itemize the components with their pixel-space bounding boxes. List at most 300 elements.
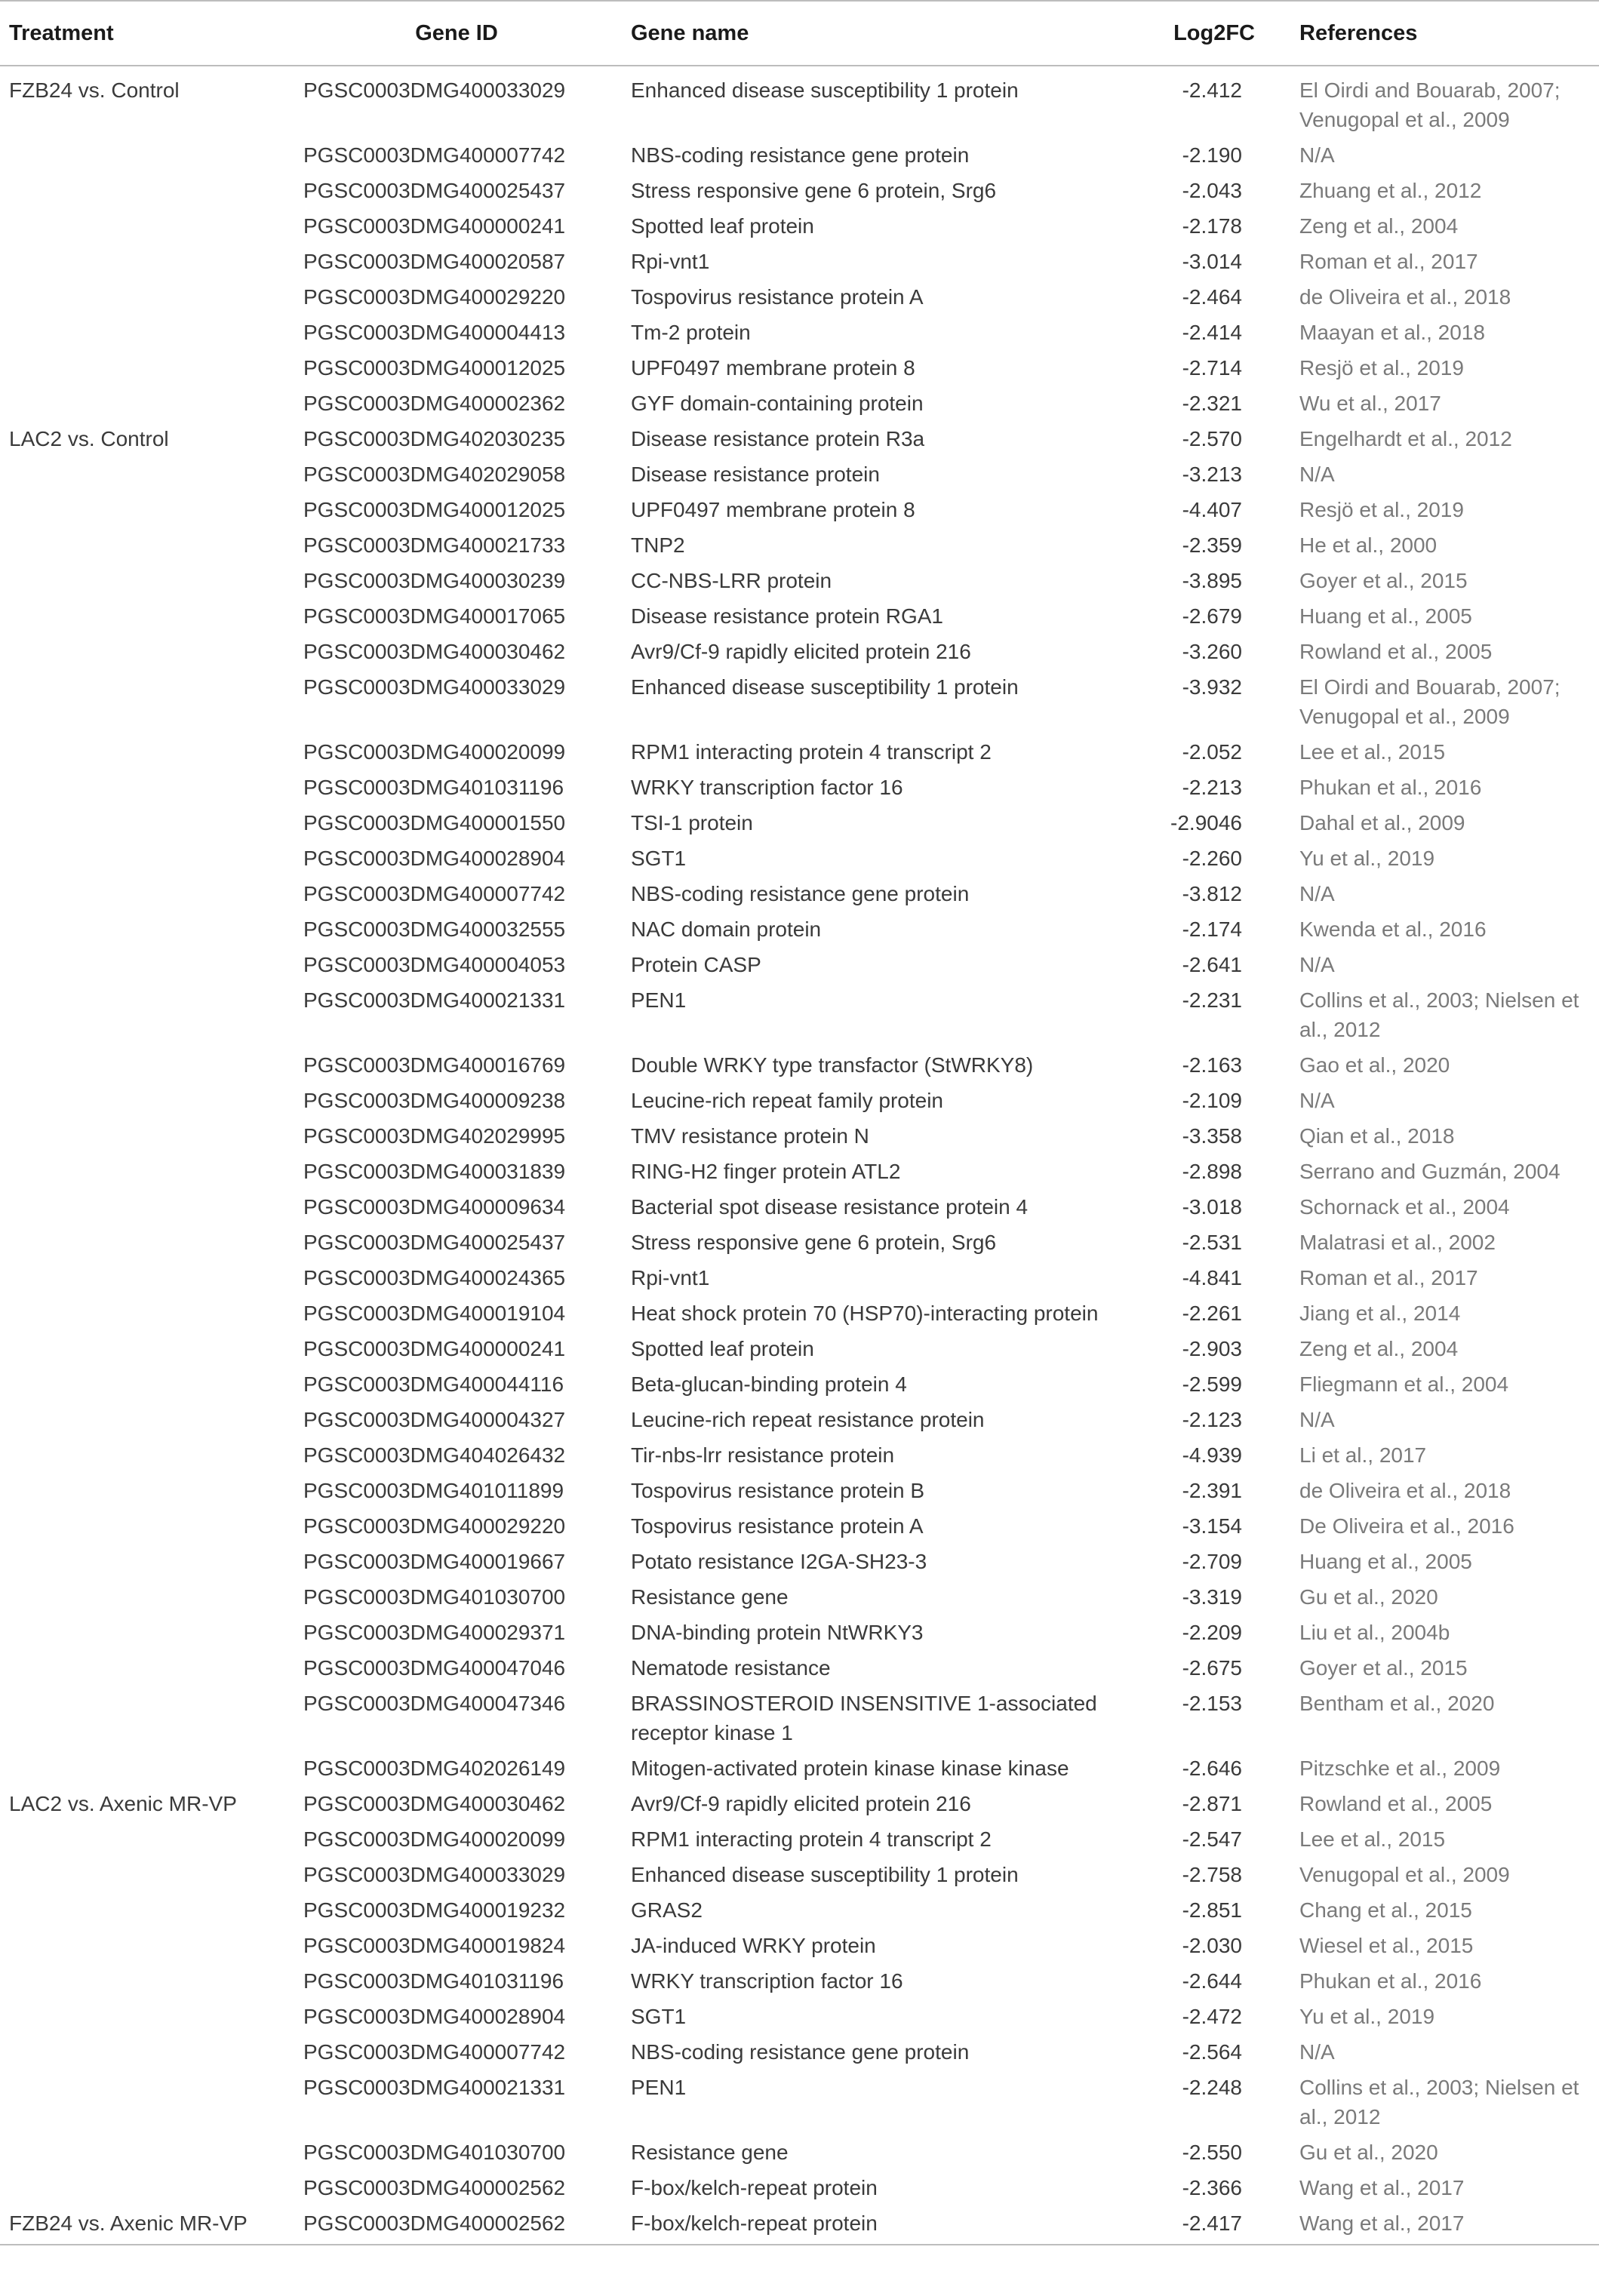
- reference-cell: Schornack et al., 2004: [1299, 1195, 1510, 1219]
- table-header: [0, 1, 1599, 66]
- table-row: [0, 455, 1599, 490]
- gene-id-cell: PGSC0003DMG400030462: [303, 640, 566, 663]
- treatment-cell: LAC2 vs. Axenic MR-VP: [9, 1792, 237, 1815]
- reference-cell: Wang et al., 2017: [1299, 2176, 1465, 2199]
- treatment-cell: [0, 874, 291, 910]
- log2fc-cell: -3.319: [1182, 1585, 1242, 1609]
- table-row: [0, 1507, 1599, 1542]
- log2fc-cell: -3.812: [1182, 882, 1242, 905]
- gene-name-cell: F-box/kelch-repeat protein: [631, 2176, 878, 2199]
- reference-cell: He et al., 2000: [1299, 533, 1438, 557]
- reference-cell: Jiang et al., 2014: [1299, 1302, 1461, 1325]
- log2fc-cell: -2.550: [1182, 2141, 1242, 2164]
- reference-cell: Kwenda et al., 2016: [1299, 917, 1487, 941]
- gene-name-cell: Disease resistance protein RGA1: [631, 604, 943, 628]
- gene-name-cell: Tospovirus resistance protein B: [631, 1479, 925, 1502]
- treatment-cell: [0, 1329, 291, 1365]
- log2fc-cell: -2.599: [1182, 1372, 1242, 1396]
- treatment-cell: [0, 349, 291, 384]
- log2fc-cell: -2.644: [1182, 1969, 1242, 1993]
- table-row: [0, 2133, 1599, 2168]
- table-row: [0, 945, 1599, 981]
- table-row: [0, 1962, 1599, 1997]
- reference-cell: Wang et al., 2017: [1290, 2204, 1599, 2245]
- reference-cell: Maayan et al., 2018: [1299, 321, 1485, 344]
- log2fc-cell: -2.898: [1182, 1160, 1242, 1183]
- table-row: [0, 597, 1599, 632]
- log2fc-cell: -3.358: [1182, 1124, 1242, 1148]
- gene-name-cell: Disease resistance protein: [631, 463, 880, 486]
- table-row: [0, 804, 1599, 839]
- gene-id-cell: PGSC0003DMG400028904: [303, 2005, 566, 2028]
- reference-cell: Dahal et al., 2009: [1299, 811, 1465, 834]
- gene-name-cell: Tm-2 protein: [631, 321, 751, 344]
- log2fc-cell: -3.932: [1182, 675, 1242, 699]
- table-row: [0, 1436, 1599, 1471]
- reference-cell: Lee et al., 2015: [1299, 1827, 1446, 1851]
- log2fc-cell: -2.871: [1182, 1792, 1242, 1815]
- gene-name-cell: DNA-binding protein NtWRKY3: [631, 1621, 924, 1644]
- reference-cell: Serrano and Guzmán, 2004: [1299, 1160, 1561, 1183]
- gene-id-cell: PGSC0003DMG400004053: [303, 953, 566, 976]
- log2fc-cell: -2.123: [1182, 1408, 1242, 1431]
- log2fc-cell: -2.174: [1182, 917, 1242, 941]
- table-row: [0, 1329, 1599, 1365]
- treatment-cell: [0, 768, 291, 804]
- gene-name-cell: Rpi-vnt1: [631, 1266, 710, 1289]
- gene-id-cell: PGSC0003DMG400002362: [303, 392, 566, 415]
- table-row: [0, 839, 1599, 874]
- gene-id-cell: PGSC0003DMG400002562: [291, 2204, 622, 2245]
- gene-name-cell: Resistance gene: [631, 1585, 789, 1609]
- gene-name-cell: Enhanced disease susceptibility 1 protein: [631, 675, 1019, 699]
- reference-cell: Zeng et al., 2004: [1299, 214, 1459, 238]
- treatment-cell: [0, 597, 291, 632]
- treatment-cell: [0, 526, 291, 561]
- log2fc-cell: -2.851: [1182, 1898, 1242, 1922]
- header-gene-name: Gene name: [622, 1, 1136, 66]
- gene-name-cell: RPM1 interacting protein 4 transcript 2: [631, 740, 992, 764]
- table-row: [0, 1188, 1599, 1223]
- log2fc-cell: -2.052: [1182, 740, 1242, 764]
- treatment-cell: [0, 455, 291, 490]
- log2fc-cell: -2.359: [1182, 533, 1242, 557]
- gene-id-cell: PGSC0003DMG400021733: [303, 533, 566, 557]
- treatment-cell: [0, 1400, 291, 1436]
- reference-cell: N/A: [1299, 882, 1335, 905]
- gene-id-cell: PGSC0003DMG401031196: [303, 776, 564, 799]
- gene-id-cell: PGSC0003DMG400019104: [303, 1302, 566, 1325]
- table-row: [0, 1926, 1599, 1962]
- gene-id-cell: PGSC0003DMG400032555: [303, 917, 566, 941]
- gene-name-cell: Leucine-rich repeat family protein: [631, 1089, 943, 1112]
- reference-cell: Goyer et al., 2015: [1299, 1656, 1468, 1680]
- gene-name-cell: Tospovirus resistance protein A: [631, 285, 924, 309]
- gene-id-cell: PGSC0003DMG400031839: [303, 1160, 566, 1183]
- gene-name-cell: Enhanced disease susceptibility 1 protein: [631, 78, 1019, 102]
- treatment-cell: [0, 384, 291, 420]
- table-row: [0, 207, 1599, 242]
- table-row: [0, 1365, 1599, 1400]
- treatment-cell: LAC2 vs. Control: [9, 427, 169, 450]
- reference-cell: Malatrasi et al., 2002: [1299, 1231, 1496, 1254]
- gene-id-cell: PGSC0003DMG402026149: [303, 1757, 566, 1780]
- treatment-cell: [0, 207, 291, 242]
- treatment-cell: [0, 2068, 291, 2133]
- gene-name-cell: Tospovirus resistance protein A: [631, 1514, 924, 1538]
- table-row: [0, 668, 1599, 733]
- treatment-cell: [0, 1259, 291, 1294]
- reference-cell: de Oliveira et al., 2018: [1299, 1479, 1511, 1502]
- treatment-cell: [0, 1749, 291, 1784]
- table-row: [0, 1820, 1599, 1855]
- table-row: [0, 278, 1599, 313]
- reference-cell: Goyer et al., 2015: [1299, 569, 1468, 592]
- log2fc-cell: -2.190: [1182, 143, 1242, 167]
- treatment-cell: [0, 839, 291, 874]
- table-row: [0, 1294, 1599, 1329]
- table-row: [0, 490, 1599, 526]
- reference-cell: El Oirdi and Bouarab, 2007; Venugopal et al., 2009: [1299, 78, 1561, 131]
- gene-id-cell: PGSC0003DMG400029220: [303, 285, 566, 309]
- reference-cell: Venugopal et al., 2009: [1299, 1863, 1510, 1886]
- log2fc-cell: -2.213: [1182, 776, 1242, 799]
- treatment-cell: [0, 945, 291, 981]
- treatment-cell: [0, 136, 291, 171]
- reference-cell: Gao et al., 2020: [1299, 1053, 1450, 1077]
- header-row: [0, 1, 1599, 66]
- log2fc-cell: -2.675: [1182, 1656, 1242, 1680]
- header-treatment: Treatment: [0, 1, 291, 66]
- gene-name-cell: Spotted leaf protein: [631, 214, 814, 238]
- treatment-cell: [0, 668, 291, 733]
- gene-id-cell: PGSC0003DMG400019824: [303, 1934, 566, 1957]
- log2fc-cell: -2.9046: [1170, 811, 1242, 834]
- table-row: [0, 171, 1599, 207]
- gene-name-cell: Enhanced disease susceptibility 1 protein: [631, 1863, 1019, 1886]
- gene-name-cell: BRASSINOSTEROID INSENSITIVE 1-associated receptor kinase 1: [631, 1692, 1097, 1744]
- gene-name-cell: NBS-coding resistance gene protein: [631, 143, 970, 167]
- table-body: [0, 66, 1599, 2245]
- table-row: [0, 1046, 1599, 1081]
- treatment-cell: [0, 171, 291, 207]
- gene-name-cell: Nematode resistance: [631, 1656, 831, 1680]
- treatment-cell: [0, 1649, 291, 1684]
- table-row: [0, 1997, 1599, 2033]
- log2fc-cell: -2.043: [1182, 179, 1242, 202]
- gene-name-cell: Double WRKY type transfactor (StWRKY8): [631, 1053, 1034, 1077]
- log2fc-cell: -2.679: [1182, 604, 1242, 628]
- treatment-cell: [0, 1997, 291, 2033]
- log2fc-cell: -3.895: [1182, 569, 1242, 592]
- table-row: [0, 1684, 1599, 1749]
- log2fc-cell: -2.709: [1182, 1550, 1242, 1573]
- reference-cell: Gu et al., 2020: [1299, 2141, 1438, 2164]
- gene-id-cell: PGSC0003DMG402030235: [303, 427, 566, 450]
- reference-cell: Phukan et al., 2016: [1299, 1969, 1482, 1993]
- gene-name-cell: UPF0497 membrane protein 8: [631, 498, 915, 521]
- log2fc-cell: -2.641: [1182, 953, 1242, 976]
- reference-cell: Rowland et al., 2005: [1299, 640, 1493, 663]
- log2fc-cell: -3.014: [1182, 250, 1242, 273]
- gene-name-cell: F-box/kelch-repeat protein: [622, 2204, 1136, 2245]
- treatment-cell: [0, 313, 291, 349]
- gene-id-cell: PGSC0003DMG400044116: [303, 1372, 564, 1396]
- gene-name-cell: PEN1: [631, 2076, 687, 2099]
- reference-cell: N/A: [1299, 1408, 1335, 1431]
- gene-id-cell: PGSC0003DMG400007742: [303, 2040, 566, 2064]
- gene-id-cell: PGSC0003DMG400017065: [303, 604, 566, 628]
- log2fc-cell: -2.414: [1182, 321, 1242, 344]
- reference-cell: Li et al., 2017: [1299, 1443, 1427, 1467]
- gene-id-cell: PGSC0003DMG400012025: [303, 356, 566, 380]
- table-row: [0, 2068, 1599, 2133]
- treatment-cell: [0, 1081, 291, 1117]
- treatment-cell: [0, 278, 291, 313]
- reference-cell: N/A: [1299, 1089, 1335, 1112]
- treatment-cell: [0, 242, 291, 278]
- reference-cell: Yu et al., 2019: [1299, 847, 1435, 870]
- log2fc-cell: -2.209: [1182, 1621, 1242, 1644]
- gene-id-cell: PGSC0003DMG400021331: [303, 2076, 566, 2099]
- table-row: [0, 1259, 1599, 1294]
- treatment-cell: [0, 1223, 291, 1259]
- log2fc-cell: -2.391: [1182, 1479, 1242, 1502]
- gene-id-cell: PGSC0003DMG400025437: [303, 179, 566, 202]
- gene-name-cell: Avr9/Cf-9 rapidly elicited protein 216: [631, 1792, 971, 1815]
- gene-id-cell: PGSC0003DMG400002562: [303, 2176, 566, 2199]
- table-row: [0, 2033, 1599, 2068]
- reference-cell: Liu et al., 2004b: [1299, 1621, 1450, 1644]
- log2fc-cell: -2.531: [1182, 1231, 1242, 1254]
- gene-id-cell: PGSC0003DMG400016769: [303, 1053, 566, 1077]
- gene-id-cell: PGSC0003DMG401030700: [303, 1585, 566, 1609]
- treatment-cell: [0, 1820, 291, 1855]
- gene-name-cell: Rpi-vnt1: [631, 250, 710, 273]
- treatment-cell: [0, 2133, 291, 2168]
- treatment-cell: [0, 804, 291, 839]
- gene-id-cell: PGSC0003DMG400020099: [303, 1827, 566, 1851]
- treatment-cell: FZB24 vs. Control: [9, 78, 180, 102]
- reference-cell: Rowland et al., 2005: [1299, 1792, 1493, 1815]
- log2fc-cell: -2.714: [1182, 356, 1242, 380]
- table-row: [0, 1749, 1599, 1784]
- gene-name-cell: Disease resistance protein R3a: [631, 427, 925, 450]
- reference-cell: Roman et al., 2017: [1299, 250, 1478, 273]
- table-row: [0, 242, 1599, 278]
- reference-cell: Lee et al., 2015: [1299, 740, 1446, 764]
- log2fc-cell: -2.903: [1182, 1337, 1242, 1360]
- treatment-cell: [0, 1926, 291, 1962]
- log2fc-cell: -2.260: [1182, 847, 1242, 870]
- treatment-cell: [0, 1962, 291, 1997]
- table-row: [0, 420, 1599, 455]
- gene-name-cell: SGT1: [631, 847, 687, 870]
- treatment-cell: [0, 1117, 291, 1152]
- table-row: [0, 561, 1599, 597]
- reference-cell: N/A: [1299, 463, 1335, 486]
- log2fc-cell: -2.163: [1182, 1053, 1242, 1077]
- treatment-cell: [0, 2033, 291, 2068]
- gene-name-cell: Spotted leaf protein: [631, 1337, 814, 1360]
- treatment-cell: [0, 1365, 291, 1400]
- treatment-cell: [0, 2168, 291, 2204]
- log2fc-cell: -2.570: [1182, 427, 1242, 450]
- table-row: [0, 1117, 1599, 1152]
- reference-cell: Resjö et al., 2019: [1299, 498, 1464, 521]
- reference-cell: N/A: [1299, 2040, 1335, 2064]
- reference-cell: Wiesel et al., 2015: [1299, 1934, 1474, 1957]
- gene-id-cell: PGSC0003DMG400001550: [303, 811, 566, 834]
- log2fc-cell: -2.030: [1182, 1934, 1242, 1957]
- log2fc-cell: -4.841: [1182, 1266, 1242, 1289]
- gene-name-cell: JA-induced WRKY protein: [631, 1934, 876, 1957]
- table-row: [0, 1855, 1599, 1891]
- table-row: [0, 1613, 1599, 1649]
- gene-id-cell: PGSC0003DMG402029058: [303, 463, 566, 486]
- treatment-cell: [0, 1436, 291, 1471]
- log2fc-cell: -2.261: [1182, 1302, 1242, 1325]
- table-row: [0, 66, 1599, 136]
- gene-name-cell: Resistance gene: [631, 2141, 789, 2164]
- log2fc-cell: -2.417: [1136, 2204, 1290, 2245]
- table-row: [0, 2168, 1599, 2204]
- gene-id-cell: PGSC0003DMG400024365: [303, 1266, 566, 1289]
- log2fc-cell: -2.248: [1182, 2076, 1242, 2099]
- gene-name-cell: GRAS2: [631, 1898, 703, 1922]
- log2fc-cell: -2.758: [1182, 1863, 1242, 1886]
- treatment-cell: [0, 561, 291, 597]
- gene-id-cell: PGSC0003DMG401011899: [303, 1479, 564, 1502]
- log2fc-cell: -3.260: [1182, 640, 1242, 663]
- treatment-cell: [0, 490, 291, 526]
- table-row: [0, 1400, 1599, 1436]
- reference-cell: Qian et al., 2018: [1299, 1124, 1455, 1148]
- gene-id-cell: PGSC0003DMG400019667: [303, 1550, 566, 1573]
- gene-id-cell: PGSC0003DMG402029995: [303, 1124, 566, 1148]
- gene-name-cell: Protein CASP: [631, 953, 761, 976]
- treatment-cell: FZB24 vs. Axenic MR-VP: [0, 2204, 291, 2245]
- reference-cell: Collins et al., 2003; Nielsen et al., 2012: [1299, 2076, 1579, 2128]
- log2fc-cell: -3.018: [1182, 1195, 1242, 1219]
- gene-name-cell: Heat shock protein 70 (HSP70)-interacting protein: [631, 1302, 1099, 1325]
- gene-id-cell: PGSC0003DMG400020099: [303, 740, 566, 764]
- reference-cell: Zeng et al., 2004: [1299, 1337, 1459, 1360]
- reference-cell: Huang et al., 2005: [1299, 1550, 1472, 1573]
- gene-id-cell: PGSC0003DMG400007742: [303, 882, 566, 905]
- reference-cell: Wu et al., 2017: [1299, 392, 1441, 415]
- gene-name-cell: PEN1: [631, 988, 687, 1012]
- gene-name-cell: TMV resistance protein N: [631, 1124, 869, 1148]
- gene-id-cell: PGSC0003DMG401030700: [303, 2141, 566, 2164]
- log2fc-cell: -2.412: [1182, 78, 1242, 102]
- gene-id-cell: PGSC0003DMG400033029: [303, 675, 566, 699]
- gene-id-cell: PGSC0003DMG400033029: [303, 1863, 566, 1886]
- reference-cell: N/A: [1299, 953, 1335, 976]
- log2fc-cell: -2.231: [1182, 988, 1242, 1012]
- gene-id-cell: PGSC0003DMG404026432: [303, 1443, 566, 1467]
- log2fc-cell: -2.366: [1182, 2176, 1242, 2199]
- table-row: [0, 1542, 1599, 1578]
- reference-cell: Engelhardt et al., 2012: [1299, 427, 1512, 450]
- treatment-cell: [0, 1578, 291, 1613]
- reference-cell: El Oirdi and Bouarab, 2007; Venugopal et al., 2009: [1299, 675, 1561, 728]
- gene-name-cell: RING-H2 finger protein ATL2: [631, 1160, 901, 1183]
- reference-cell: N/A: [1299, 143, 1335, 167]
- gene-id-cell: PGSC0003DMG401031196: [303, 1969, 564, 1993]
- table-row: [0, 733, 1599, 768]
- gene-id-cell: PGSC0003DMG400047346: [303, 1692, 566, 1715]
- log2fc-cell: -2.564: [1182, 2040, 1242, 2064]
- reference-cell: Gu et al., 2020: [1299, 1585, 1438, 1609]
- reference-cell: Huang et al., 2005: [1299, 604, 1472, 628]
- reference-cell: Bentham et al., 2020: [1299, 1692, 1495, 1715]
- reference-cell: Phukan et al., 2016: [1299, 776, 1482, 799]
- gene-id-cell: PGSC0003DMG400033029: [303, 78, 566, 102]
- table-row: [0, 349, 1599, 384]
- table-row: [0, 632, 1599, 668]
- log2fc-cell: -2.153: [1182, 1692, 1242, 1715]
- treatment-cell: [0, 1507, 291, 1542]
- log2fc-cell: -3.154: [1182, 1514, 1242, 1538]
- table-row: [0, 981, 1599, 1046]
- treatment-cell: [0, 981, 291, 1046]
- gene-id-cell: PGSC0003DMG400012025: [303, 498, 566, 521]
- gene-name-cell: NBS-coding resistance gene protein: [631, 882, 970, 905]
- log2fc-cell: -4.407: [1182, 498, 1242, 521]
- reference-cell: Collins et al., 2003; Nielsen et al., 2012: [1299, 988, 1579, 1041]
- gene-name-cell: Avr9/Cf-9 rapidly elicited protein 216: [631, 640, 971, 663]
- gene-id-cell: PGSC0003DMG400029220: [303, 1514, 566, 1538]
- table-row: [0, 910, 1599, 945]
- table-row: [0, 874, 1599, 910]
- reference-cell: Fliegmann et al., 2004: [1299, 1372, 1509, 1396]
- reference-cell: Roman et al., 2017: [1299, 1266, 1478, 1289]
- gene-id-cell: PGSC0003DMG400047046: [303, 1656, 566, 1680]
- reference-cell: de Oliveira et al., 2018: [1299, 285, 1511, 309]
- gene-name-cell: WRKY transcription factor 16: [631, 1969, 903, 1993]
- gene-id-cell: PGSC0003DMG400000241: [303, 214, 566, 238]
- table-row: [0, 2204, 1599, 2245]
- gene-id-cell: PGSC0003DMG400030462: [303, 1792, 566, 1815]
- treatment-cell: [0, 1891, 291, 1926]
- gene-id-cell: PGSC0003DMG400007742: [303, 143, 566, 167]
- gene-name-cell: Tir-nbs-lrr resistance protein: [631, 1443, 895, 1467]
- log2fc-cell: -2.646: [1182, 1757, 1242, 1780]
- gene-id-cell: PGSC0003DMG400000241: [303, 1337, 566, 1360]
- table-row: [0, 1223, 1599, 1259]
- gene-name-cell: NBS-coding resistance gene protein: [631, 2040, 970, 2064]
- log2fc-cell: -2.464: [1182, 285, 1242, 309]
- gene-name-cell: RPM1 interacting protein 4 transcript 2: [631, 1827, 992, 1851]
- table-row: [0, 313, 1599, 349]
- gene-name-cell: Bacterial spot disease resistance protein 4: [631, 1195, 1029, 1219]
- gene-name-cell: TNP2: [631, 533, 685, 557]
- header-log2fc: Log2FC: [1136, 1, 1290, 66]
- table-row: [0, 1152, 1599, 1188]
- gene-name-cell: TSI-1 protein: [631, 811, 753, 834]
- table-row: [0, 1471, 1599, 1507]
- gene-id-cell: PGSC0003DMG400025437: [303, 1231, 566, 1254]
- gene-name-cell: Beta-glucan-binding protein 4: [631, 1372, 907, 1396]
- gene-name-cell: GYF domain-containing protein: [631, 392, 924, 415]
- treatment-cell: [0, 1471, 291, 1507]
- treatment-cell: [0, 1188, 291, 1223]
- gene-id-cell: PGSC0003DMG400020587: [303, 250, 566, 273]
- gene-id-cell: PGSC0003DMG400028904: [303, 847, 566, 870]
- table-row: [0, 526, 1599, 561]
- log2fc-cell: -2.178: [1182, 214, 1242, 238]
